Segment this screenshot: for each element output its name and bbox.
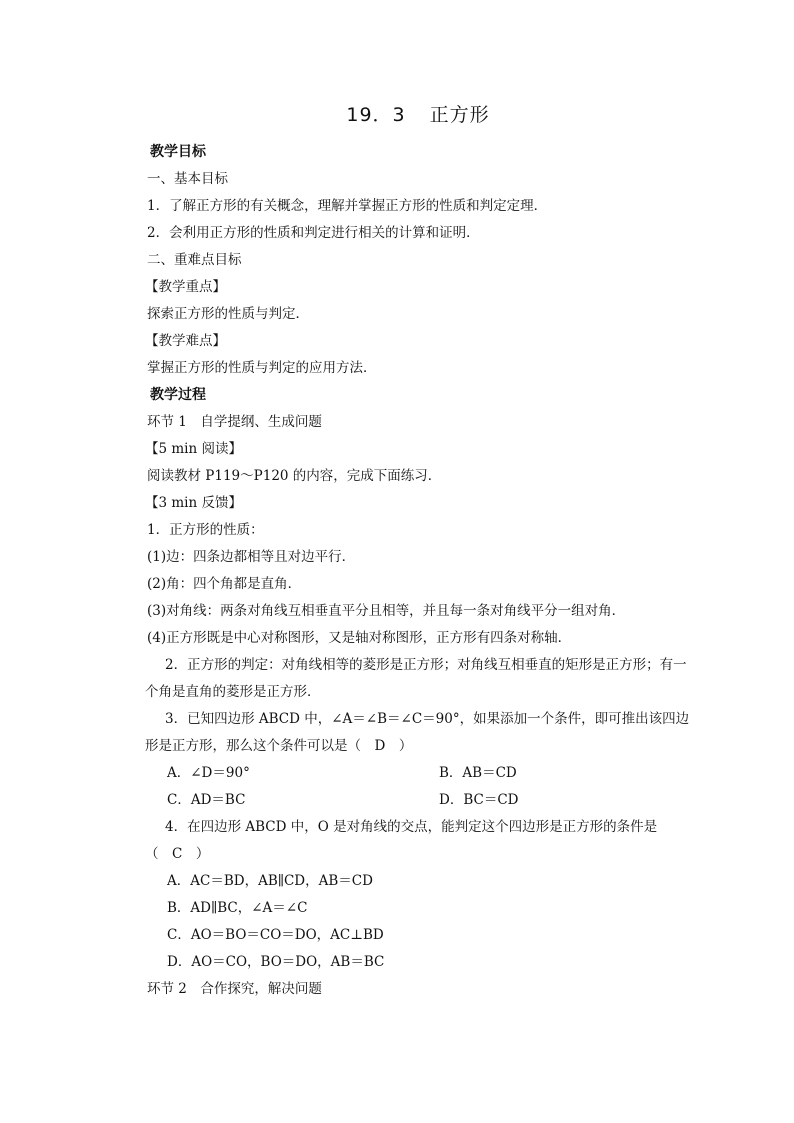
question-1-part-c: (3)对角线：两条对角线互相垂直平分且相等，并且每一条对角线平分一组对角． bbox=[147, 603, 626, 619]
goal-item-1: 1．了解正方形的有关概念，理解并掌握正方形的性质和判定定理． bbox=[147, 198, 548, 214]
feedback-label: 【3 min 反馈】 bbox=[145, 495, 242, 511]
question-4-option-d: D．AO＝CO，BO＝DO，AB＝BC bbox=[167, 954, 385, 970]
step-1-heading: 环节 1 自学提纲、生成问题 bbox=[147, 414, 322, 430]
question-1: 1．正方形的性质： bbox=[147, 522, 264, 538]
question-4-option-b: B．AD∥BC，∠A＝∠C bbox=[167, 900, 308, 916]
question-4-option-c: C．AO＝BO＝CO＝DO，AC⊥BD bbox=[167, 927, 384, 943]
question-3-option-b: B．AB＝CD bbox=[439, 765, 517, 781]
question-3-option-c: C．AD＝BC bbox=[167, 792, 246, 808]
question-3-option-a: A．∠D＝90° bbox=[167, 765, 250, 781]
question-1-part-d: (4)正方形既是中心对称图形，又是轴对称图形，正方形有四条对称轴． bbox=[147, 630, 572, 646]
question-2-line-1: 2．正方形的判定：对角线相等的菱形是正方形；对角线互相垂直的矩形是正方形；有一 bbox=[165, 657, 687, 673]
question-1-part-b: (2)角：四个角都是直角． bbox=[147, 576, 302, 592]
question-3-options-row-2 bbox=[145, 787, 685, 814]
question-1-part-a: (1)边：四条边都相等且对边平行． bbox=[147, 549, 356, 565]
question-3-line-2: 形是正方形，那么这个条件可以是（ D ） bbox=[145, 738, 413, 754]
question-3-line-1: 3．已知四边形 ABCD 中，∠A＝∠B＝∠C＝90°，如果添加一个条件，即可推出该四边 bbox=[165, 711, 690, 727]
step-2-heading: 环节 2 合作探究，解决问题 bbox=[147, 981, 322, 997]
reading-label: 【5 min 阅读】 bbox=[145, 441, 242, 457]
question-2-line-2: 个角是直角的菱形是正方形． bbox=[145, 684, 321, 700]
reading-text: 阅读教材 P119～P120 的内容，完成下面练习． bbox=[147, 468, 442, 484]
difficulty-text: 掌握正方形的性质与判定的应用方法． bbox=[147, 360, 377, 376]
key-point-label: 【教学重点】 bbox=[145, 279, 226, 295]
process-heading: 教学过程 bbox=[150, 387, 206, 403]
basic-goal-heading: 一、基本目标 bbox=[147, 171, 228, 187]
page-title bbox=[0, 100, 794, 127]
question-3-option-d: D．BC＝CD bbox=[439, 792, 519, 808]
key-goal-heading: 二、重难点目标 bbox=[147, 252, 242, 268]
section-number: 19．3 bbox=[346, 104, 406, 126]
question-4-option-a: A．AC＝BD，AB∥CD，AB＝CD bbox=[167, 873, 373, 889]
question-4-line-1: 4．在四边形 ABCD 中，O 是对角线的交点，能判定这个四边形是正方形的条件是 bbox=[165, 819, 658, 835]
objectives-heading: 教学目标 bbox=[150, 144, 206, 160]
question-4-line-2: （ C ） bbox=[145, 846, 210, 862]
key-point-text: 探索正方形的性质与判定． bbox=[147, 306, 309, 322]
goal-item-2: 2．会利用正方形的性质和判定进行相关的计算和证明． bbox=[147, 225, 480, 241]
difficulty-label: 【教学难点】 bbox=[145, 333, 226, 349]
document-body bbox=[145, 139, 690, 1003]
question-3-options-row-1 bbox=[145, 760, 685, 787]
title-text: 正方形 bbox=[429, 104, 490, 126]
